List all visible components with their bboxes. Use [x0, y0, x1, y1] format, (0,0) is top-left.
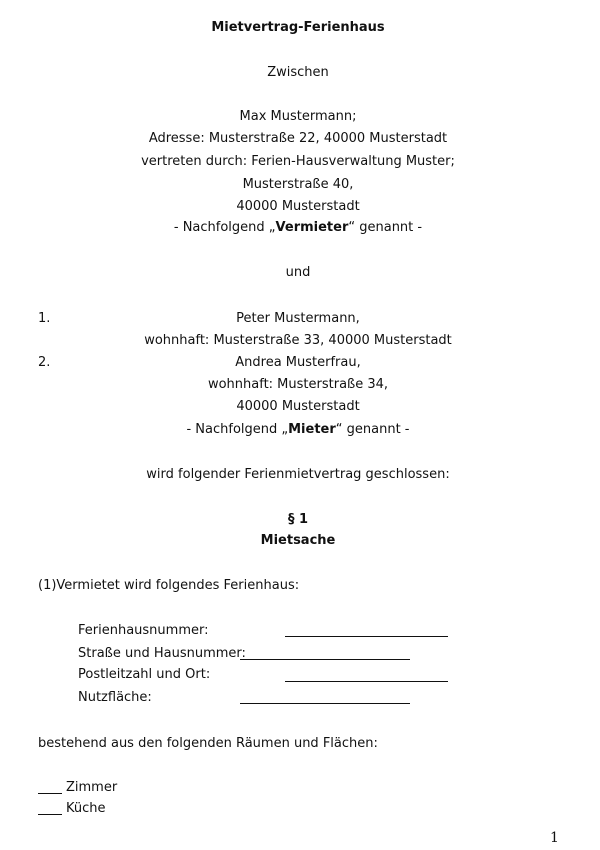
tenant-2-city: 40000 Musterstadt: [236, 399, 360, 414]
landlord-rep-city: 40000 Musterstadt: [236, 199, 360, 214]
field-blank-postal-city[interactable]: [285, 681, 448, 682]
tenant-2-residence: wohnhaft: Musterstraße 34,: [207, 377, 389, 392]
field-label-postal-city: Postleitzahl und Ort:: [78, 667, 211, 682]
tenant-designation-term: Mieter: [288, 422, 336, 437]
rooms-intro: bestehend aus den folgenden Räumen und Flächen:: [38, 736, 378, 751]
and-label: und: [285, 265, 311, 280]
tenant-2-name: Andrea Musterfrau,: [235, 355, 361, 370]
tenant-1-number: 1.: [38, 311, 51, 326]
tenant-designation-post: “ genannt -: [335, 422, 410, 437]
landlord-designation-term: Vermieter: [275, 220, 349, 235]
between-label: Zwischen: [267, 65, 329, 80]
landlord-name: Max Mustermann;: [239, 109, 357, 124]
field-blank-area[interactable]: [240, 703, 410, 704]
clause-1-text: (1)Vermietet wird folgendes Ferienhaus:: [38, 578, 300, 593]
section-heading: Mietsache: [260, 533, 336, 548]
landlord-designation-pre: - Nachfolgend „: [173, 220, 276, 235]
field-blank-street[interactable]: [240, 659, 410, 660]
room-label-kueche: Küche: [66, 801, 106, 816]
tenant-designation: [0, 422, 596, 438]
field-label-house-number: Ferienhausnummer:: [78, 623, 209, 638]
tenant-1-residence: wohnhaft: Musterstraße 33, 40000 Musterstadt: [144, 333, 452, 348]
tenant-1-name: Peter Mustermann,: [236, 311, 360, 326]
page-number: 1: [550, 830, 559, 846]
tenant-2-number: 2.: [38, 355, 51, 370]
landlord-designation-post: “ genannt -: [348, 220, 423, 235]
room-count-blank-zimmer[interactable]: [38, 793, 62, 794]
landlord-rep-street: Musterstraße 40,: [242, 177, 354, 192]
room-label-zimmer: Zimmer: [66, 780, 118, 795]
contract-concluded: wird folgender Ferienmietvertrag geschlossen:: [146, 467, 450, 482]
room-count-blank-kueche[interactable]: [38, 814, 62, 815]
landlord-address: Adresse: Musterstraße 22, 40000 Musterstadt: [148, 131, 448, 146]
field-label-area: Nutzfläche:: [78, 690, 152, 705]
section-number: § 1: [287, 512, 309, 527]
tenant-designation-pre: - Nachfolgend „: [186, 422, 289, 437]
field-blank-house-number[interactable]: [285, 636, 448, 637]
landlord-represented: vertreten durch: Ferien-Hausverwaltung Muster;: [141, 154, 455, 169]
document-title: Mietvertrag-Ferienhaus: [211, 20, 385, 35]
field-label-street: Straße und Hausnummer:: [78, 646, 246, 661]
landlord-designation: [0, 220, 596, 236]
